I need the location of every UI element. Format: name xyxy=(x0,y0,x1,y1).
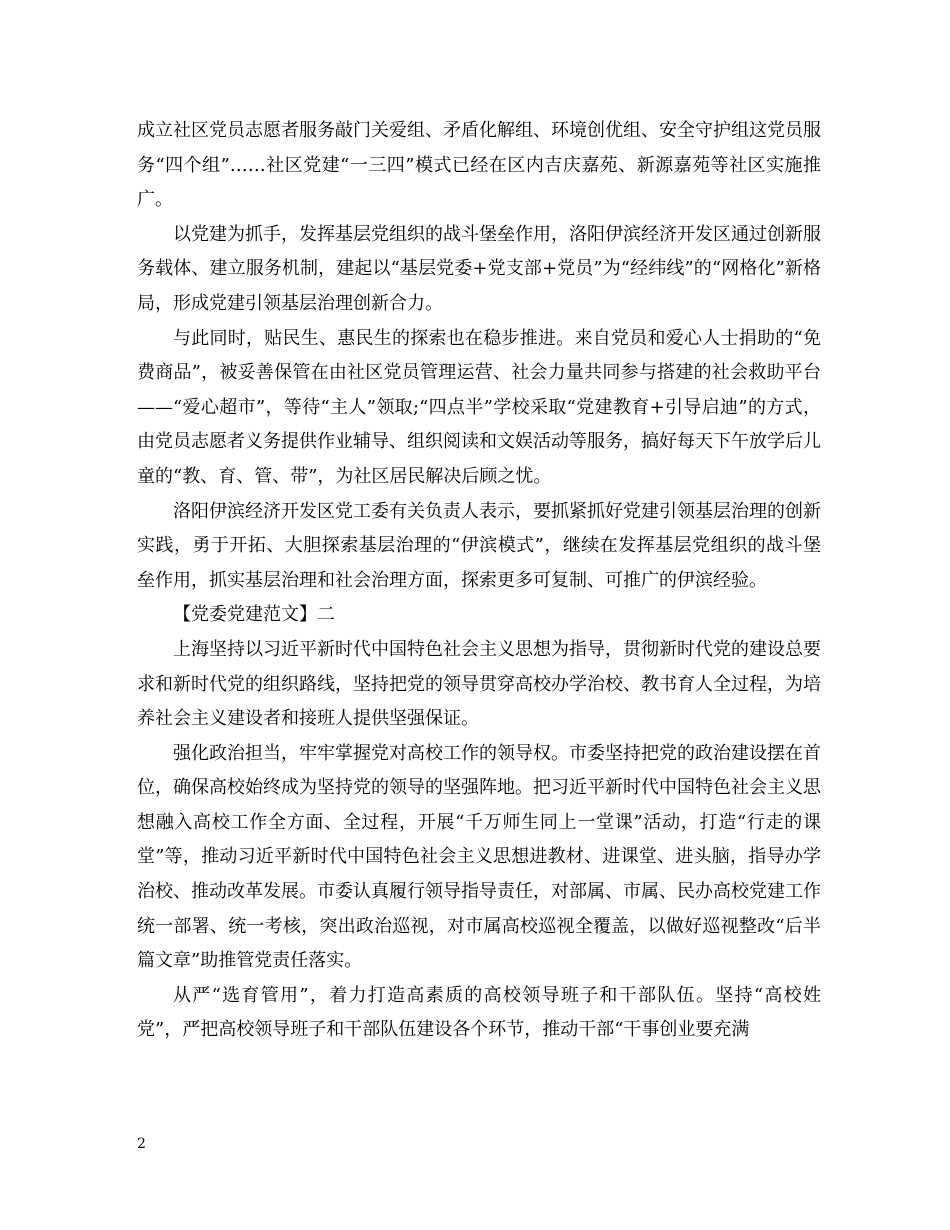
paragraph: 与此同时，贴民生、惠民生的探索也在稳步推进。来自党员和爱心人士捐助的“免费商品”，被妥善保管在由社区党员管理运营、社会力量共同参与搭建的社会救助平台——“爱心超市”，等待“主人”领取;“四点半”学校采取“党建教育+引导启迪”的方式，由党员志愿者义务提供作业辅导、组织阅读和文娱活动等服务，搞好每天下午放学后儿童的“教、育、管、带”，为社区居民解决后顾之忧。 xyxy=(137,327,821,487)
page-number: 2 xyxy=(137,1136,146,1152)
paragraph: 上海坚持以习近平新时代中国特色社会主义思想为指导，贯彻新时代党的建设总要求和新时代党的组织路线，坚持把党的领导贯穿高校办学治校、教书育人全过程，为培养社会主义建设者和接班人提供坚强保证。 xyxy=(137,638,821,730)
paragraph: 强化政治担当，牢牢掌握党对高校工作的领导权。市委坚持把党的政治建设摆在首位，确保高校始终成为坚持党的领导的坚强阵地。把习近平新时代中国特色社会主义思想融入高校工作全方面、全过程，开展“千万师生同上一堂课”活动，打造“行走的课堂”等，推动习近平新时代中国特色社会主义思想进教材、进课堂、进头脑，指导办学治校、推动改革发展。市委认真履行领导指导责任，对部属、市属、民办高校党建工作统一部署、统一考核，突出政治巡视，对市属高校巡视全覆盖，以做好巡视整改“后半篇文章”助推管党责任落实。 xyxy=(137,742,821,972)
document-body xyxy=(137,114,821,1048)
paragraph: 洛阳伊滨经济开发区党工委有关负责人表示，要抓紧抓好党建引领基层治理的创新实践，勇于开拓、大胆探索基层治理的“伊滨模式”，继续在发挥基层党组织的战斗堡垒作用，抓实基层治理和社会治理方面，探索更多可复制、可推广的伊滨经验。 xyxy=(137,500,821,591)
paragraph: 从严“选育管用”，着力打造高素质的高校领导班子和干部队伍。坚持“高校姓党”，严把高校领导班子和干部队伍建设各个环节，推动干部“干事创业要充满 xyxy=(137,984,821,1041)
paragraph: 以党建为抓手，发挥基层党组织的战斗堡垒作用，洛阳伊滨经济开发区通过创新服务载体、建立服务机制，建起以“基层党委+党支部+党员”为“经纬线”的“网格化”新格局，形成党建引领基层治理创新合力。 xyxy=(137,223,821,314)
paragraph-continued: 成立社区党员志愿者服务敲门关爱组、矛盾化解组、环境创优组、安全守护组这党员服务“四个组”……社区党建“一三四”模式已经在区内吉庆嘉苑、新源嘉苑等社区实施推广。 xyxy=(137,120,821,211)
section-heading: 【党委党建范文】二 xyxy=(173,604,335,626)
